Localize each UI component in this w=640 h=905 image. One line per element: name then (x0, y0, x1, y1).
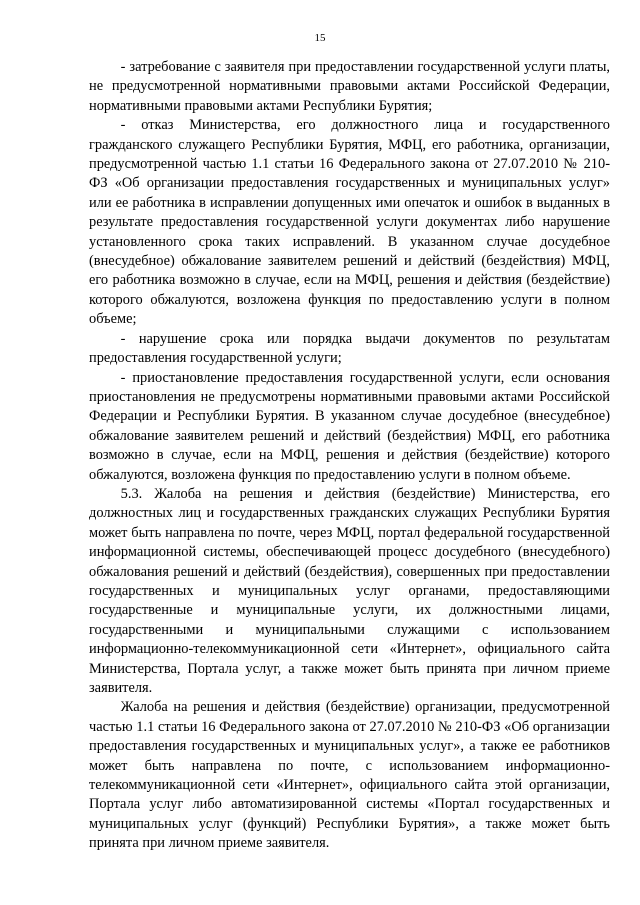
paragraph-illegal-fee: - затребование с заявителя при предоставлении государственной услуги платы, не предусмотренной нормативными правовыми актами Российской Федерации, нормативными правовыми актами Республики Бурятия; (89, 59, 610, 114)
paragraph-refusal-corrections: - отказ Министерства, его должностного лица и государственного гражданского служащего Республики Бурятия, МФЦ, его работника, организации, предусмотренной частью 1.1 статьи 16 Федерального закона от 27.07.2010 № 210-ФЗ «Об организации предоставления государственных и муниципальных услуг» или ее работника в исправлении допущенных ими опечаток и ошибок в выданных в результате предоставления государственной услуги документах либо нарушение установленного срока таких исправлений. В указанном случае досудебное (внесудебное) обжалование заявителем решений и действий (бездействия) МФЦ, его работника возможно в случае, если на МФЦ, решения и действия (бездействие) которого обжалуются, возложена функция по предоставлению услуги в полном объеме; (89, 117, 610, 328)
paragraph-suspension: - приостановление предоставления государственной услуги, если основания приостановления не предусмотрены нормативными правовыми актами Российской Федерации и Республики Бурятия. В указанном случае досудебное (внесудебное) обжалование заявителем решений и действий (бездействия) МФЦ, его работника возможно в случае, если на МФЦ, решения и действия (бездействие) которого обжалуются, возложена функция по предоставлению услуги в полном объеме. (89, 369, 610, 483)
paragraph-organization-complaint: Жалоба на решения и действия (бездействие) организации, предусмотренной частью 1.1 статьи 16 Федерального закона от 27.07.2010 № 210-ФЗ «Об организации предоставления государственных и муниципальных услуг», а также ее работников может быть направлена по почте, с использованием информационно-телекоммуникационной сети «Интернет», официального сайта этой организации, Портала услуг либо автоматизированной системы «Портал государственных и муниципальных услуг (функций) Республики Бурятия», а также может быть принята при личном приеме заявителя. (89, 699, 610, 852)
page-number: 15 (314, 32, 326, 44)
paragraph-section-5-3: 5.3. Жалоба на решения и действия (бездействие) Министерства, его должностных лиц и государственных гражданских служащих Республики Бурятия может быть направлена по почте, через МФЦ, портал федеральной государственной информационной системы, обеспечивающей процесс досудебного (внесудебного) обжалования решений и действий (бездействия), совершенных при предоставлении государственных и муниципальных услуг органами, предоставляющими государственные и муниципальные услуги, их должностными лицами, государственными и муниципальными служащими с использованием информационно-телекоммуникационной сети «Интернет», официального сайта Министерства, Портала услуг, а также может быть принята при личном приеме заявителя. (89, 485, 610, 696)
page-body (89, 58, 610, 854)
paragraph-deadline-violation: - нарушение срока или порядка выдачи документов по результатам предоставления государственной услуги; (89, 330, 610, 367)
